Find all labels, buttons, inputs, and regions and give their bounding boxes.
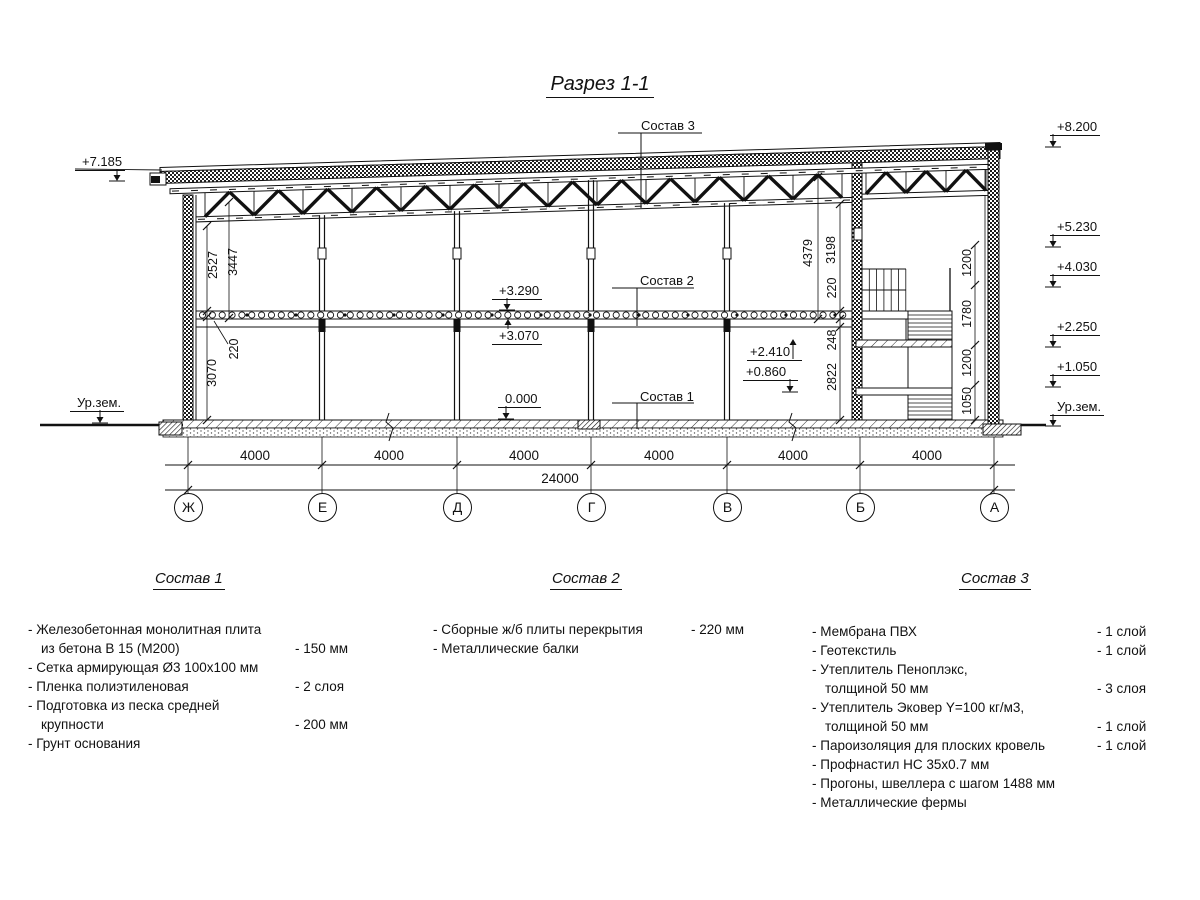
composition-item [812,660,1182,698]
grid-dim-label: 24000 [541,471,579,486]
composition-line: - Утеплитель Пеноплэкс, [812,662,968,677]
axis-bubble-Д: Д [443,493,472,522]
page-title-text: Разрез 1-1 [546,73,653,98]
composition-line: - Сборные ж/б плиты перекрытия [433,622,643,637]
composition-value: - 2 слоя [295,679,345,694]
composition-value: - 1 слой [1097,624,1147,639]
composition-item [28,696,398,734]
composition-item [812,774,1182,793]
composition-item [812,622,1182,641]
dim-label: 1050 [960,387,974,415]
elevation-mark: +2.410 [747,345,802,361]
axis-bubble-В: В [713,493,742,522]
composition-items [812,622,1182,812]
composition-line: - Металлические фермы [812,795,967,810]
elevation-mark: +5.230 [1050,220,1100,236]
drawing-linework [40,133,1061,494]
grid-dim-label: 4000 [373,448,405,463]
composition-line: - Пленка полиэтиленовая [28,679,189,694]
dim-label: 4379 [801,239,815,267]
dim-label: 3070 [205,359,219,387]
dim-label: 1200 [960,249,974,277]
section-ref-label: Состав 1 [640,389,694,404]
axis-bubble-А: А [980,493,1009,522]
composition-heading: Состав 2 [550,570,622,590]
composition-line: - Подготовка из песка средней [28,698,220,713]
composition-heading: Состав 1 [153,570,225,590]
composition-line: крупности [41,717,104,732]
dim-label: 2527 [206,251,220,279]
axis-bubble-Ж: Ж [174,493,203,522]
dim-label: 2822 [825,363,839,391]
dim-label: 220 [825,277,839,299]
section-ref-label: Состав 3 [641,118,695,133]
composition-item [28,658,398,677]
elevation-mark: Ур.зем. [70,396,124,412]
elevation-mark: +7.185 [75,155,125,171]
elevation-mark: +4.030 [1050,260,1100,276]
composition-item [28,620,398,658]
composition-value: - 3 слоя [1097,681,1147,696]
composition-line: - Геотекстиль [812,643,897,658]
composition-line: - Грунт основания [28,736,141,751]
composition-line: - Профнастил НС 35х0.7 мм [812,757,990,772]
composition-item [433,639,763,658]
section-ref-label: Состав 2 [640,273,694,288]
grid-dim-label: 4000 [239,448,271,463]
composition-line: толщиной 50 мм [825,719,929,734]
composition-line: - Утеплитель Эковер Y=100 кг/м3, [812,700,1025,715]
axis-bubble-Е: Е [308,493,337,522]
composition-value: - 1 слой [1097,643,1147,658]
composition-line: из бетона В 15 (М200) [41,641,180,656]
composition-items [28,620,398,753]
dim-label: 248 [825,329,839,351]
page-title [0,73,1200,96]
composition-line: - Сетка армирующая Ø3 100х100 мм [28,660,259,675]
dim-label: 3447 [226,248,240,276]
elevation-mark: +8.200 [1050,120,1100,136]
composition-items [433,620,763,658]
dim-label: 220 [227,338,241,360]
elevation-mark: +3.290 [492,284,542,300]
elevation-mark: +0.860 [743,365,798,381]
elevation-mark: +2.250 [1050,320,1100,336]
grid-dim-label: 4000 [508,448,540,463]
dim-label: 3198 [824,236,838,264]
composition-line: - Пароизоляция для плоских кровель [812,738,1046,753]
composition-value: - 1 слой [1097,719,1147,734]
axis-bubble-Б: Б [846,493,875,522]
composition-value: - 200 мм [295,717,349,732]
axis-bubble-Г: Г [577,493,606,522]
composition-value: - 1 слой [1097,738,1147,753]
composition-item [28,734,398,753]
grid-dim-label: 4000 [911,448,943,463]
elevation-mark: +3.070 [492,329,542,345]
dim-label: 1780 [960,300,974,328]
composition-item [28,677,398,696]
composition-value: - 150 мм [295,641,349,656]
composition-item [812,698,1182,736]
composition-value: - 220 мм [691,622,745,637]
composition-item [433,620,763,639]
composition-line: - Мембрана ПВХ [812,624,917,639]
composition-line: толщиной 50 мм [825,681,929,696]
elevation-mark: Ур.зем. [1050,400,1104,416]
composition-item [812,641,1182,660]
composition-item [812,793,1182,812]
elevation-mark: 0.000 [498,392,541,408]
elevation-mark: +1.050 [1050,360,1100,376]
dim-label: 1200 [960,349,974,377]
composition-line: - Металлические балки [433,641,579,656]
composition-line: - Железобетонная монолитная плита [28,622,262,637]
composition-block-3 [812,570,1182,812]
composition-block-2 [433,570,763,658]
grid-dim-label: 4000 [643,448,675,463]
composition-item [812,755,1182,774]
composition-item [812,736,1182,755]
composition-block-1 [28,570,398,753]
composition-heading: Состав 3 [959,570,1031,590]
composition-line: - Прогоны, швеллера с шагом 1488 мм [812,776,1056,791]
grid-dim-label: 4000 [777,448,809,463]
